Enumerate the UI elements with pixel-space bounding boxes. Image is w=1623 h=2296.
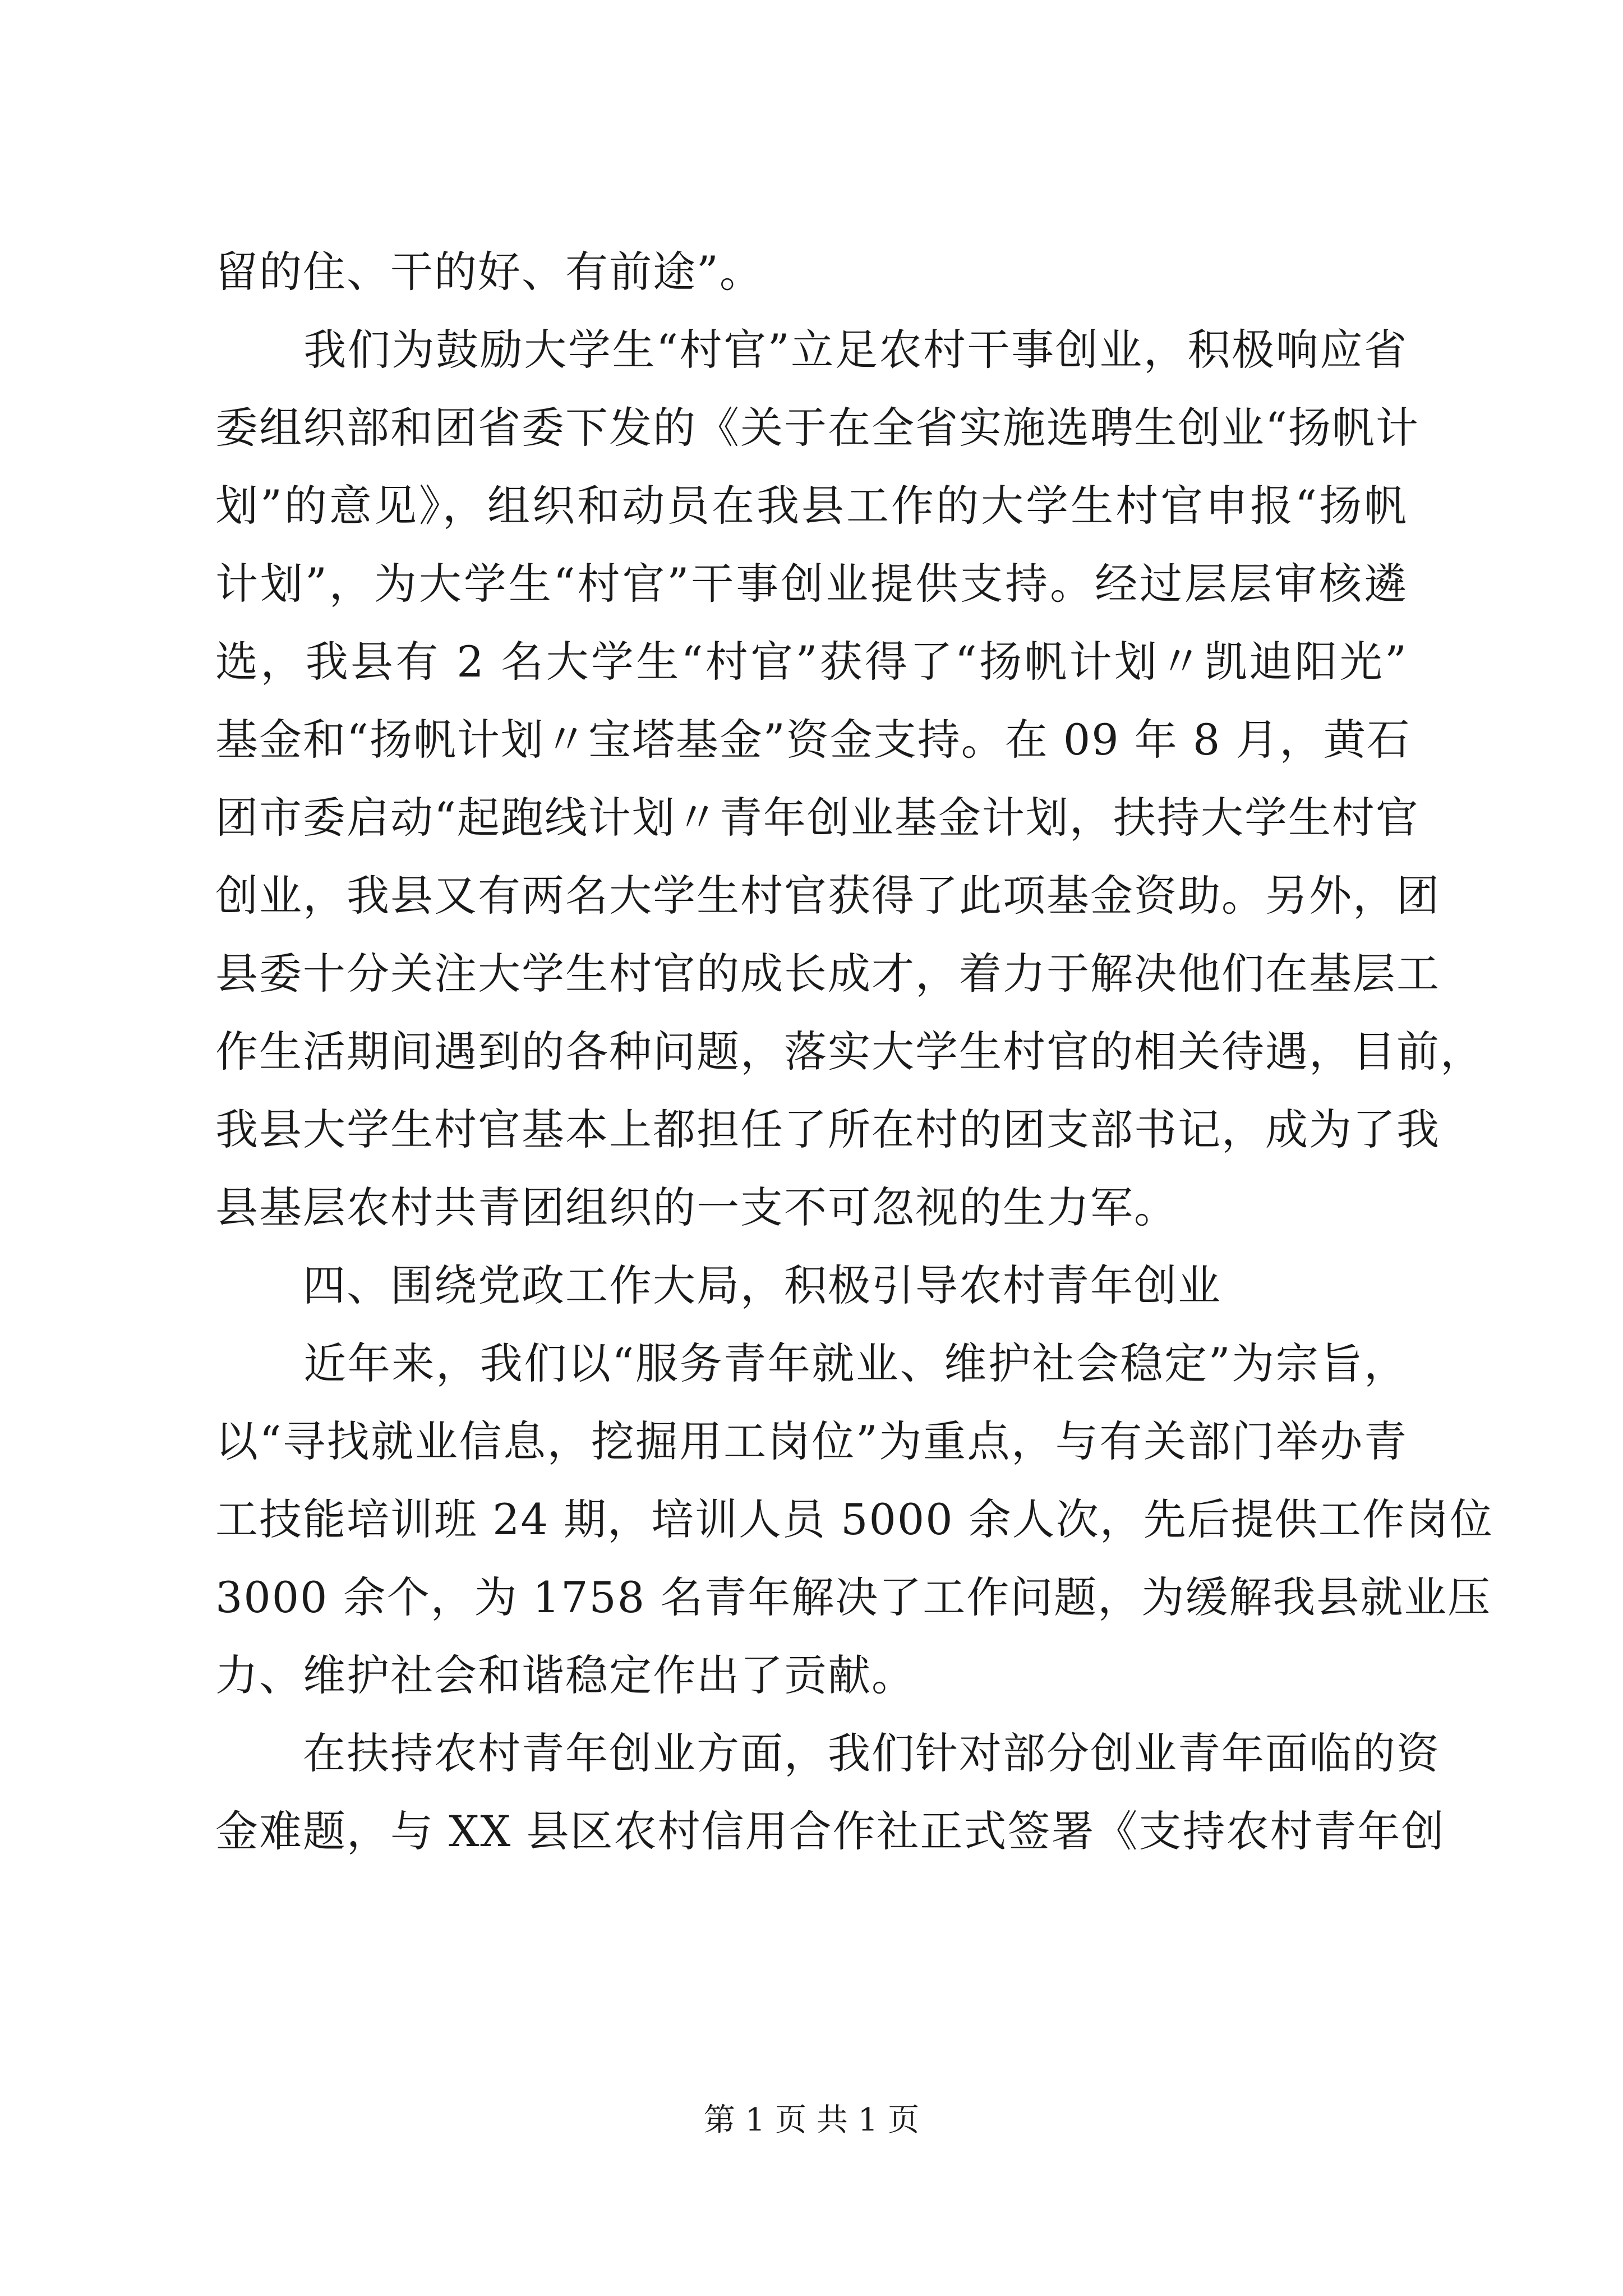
text-line: 我们为鼓励大学生“村官”立足农村干事创业，积极响应省 [215,325,1408,375]
text-line: 委组织部和团省委下发的《关于在全省实施选聘生创业“扬帆计 [215,403,1419,453]
text-line: 选，我县有 2 名大学生“村官”获得了“扬帆计划〃凯迪阳光” [215,637,1408,687]
text-line: 团市委启动“起跑线计划〃青年创业基金计划，扶持大学生村官 [215,793,1419,843]
text-line: 作生活期间遇到的各种问题，落实大学生村官的相关待遇，目前， [215,1027,1484,1076]
body-text [215,233,1493,1870]
text-line: 我县大学生村官基本上都担任了所在村的团支部书记，成为了我 [215,1105,1440,1154]
text-line: 县委十分关注大学生村官的成长成才，着力于解决他们在基层工 [215,949,1440,999]
text-line: 以“寻找就业信息，挖掘用工岗位”为重点，与有关部门举办青 [215,1416,1408,1466]
text-line: 县基层农村共青团组织的一支不可忽视的生力军。 [215,1182,1178,1232]
text-line: 留的住、干的好、有前途”。 [215,247,763,297]
section-heading: 四、围绕党政工作大局，积极引导农村青年创业 [215,1260,1221,1310]
text-line: 3000 余个，为 1758 名青年解决了工作问题，为缓解我县就业压 [215,1572,1492,1622]
text-line: 力、维护社会和谐稳定作出了贡献。 [215,1650,915,1700]
text-line: 计划”，为大学生“村官”干事创业提供支持。经过层层审核遴 [215,559,1408,609]
text-line: 划”的意见》，组织和动员在我县工作的大学生村官申报“扬帆 [215,481,1408,531]
text-line: 金难题，与 XX 县区农村信用合作社正式签署《支持农村青年创 [215,1806,1445,1856]
page-footer [0,2101,1623,2140]
text-line: 近年来，我们以“服务青年就业、维护社会稳定”为宗旨， [215,1338,1408,1388]
text-line: 工技能培训班 24 期，培训人员 5000 余人次，先后提供工作岗位 [215,1494,1493,1544]
text-line: 在扶持农村青年创业方面，我们针对部分创业青年面临的资 [215,1728,1440,1778]
text-line: 创业，我县又有两名大学生村官获得了此项基金资助。另外，团 [215,871,1440,921]
text-line: 基金和“扬帆计划〃宝塔基金”资金支持。在 09 年 8 月，黄石 [215,715,1411,765]
page-number-label: 第 1 页 共 1 页 [703,2102,920,2138]
